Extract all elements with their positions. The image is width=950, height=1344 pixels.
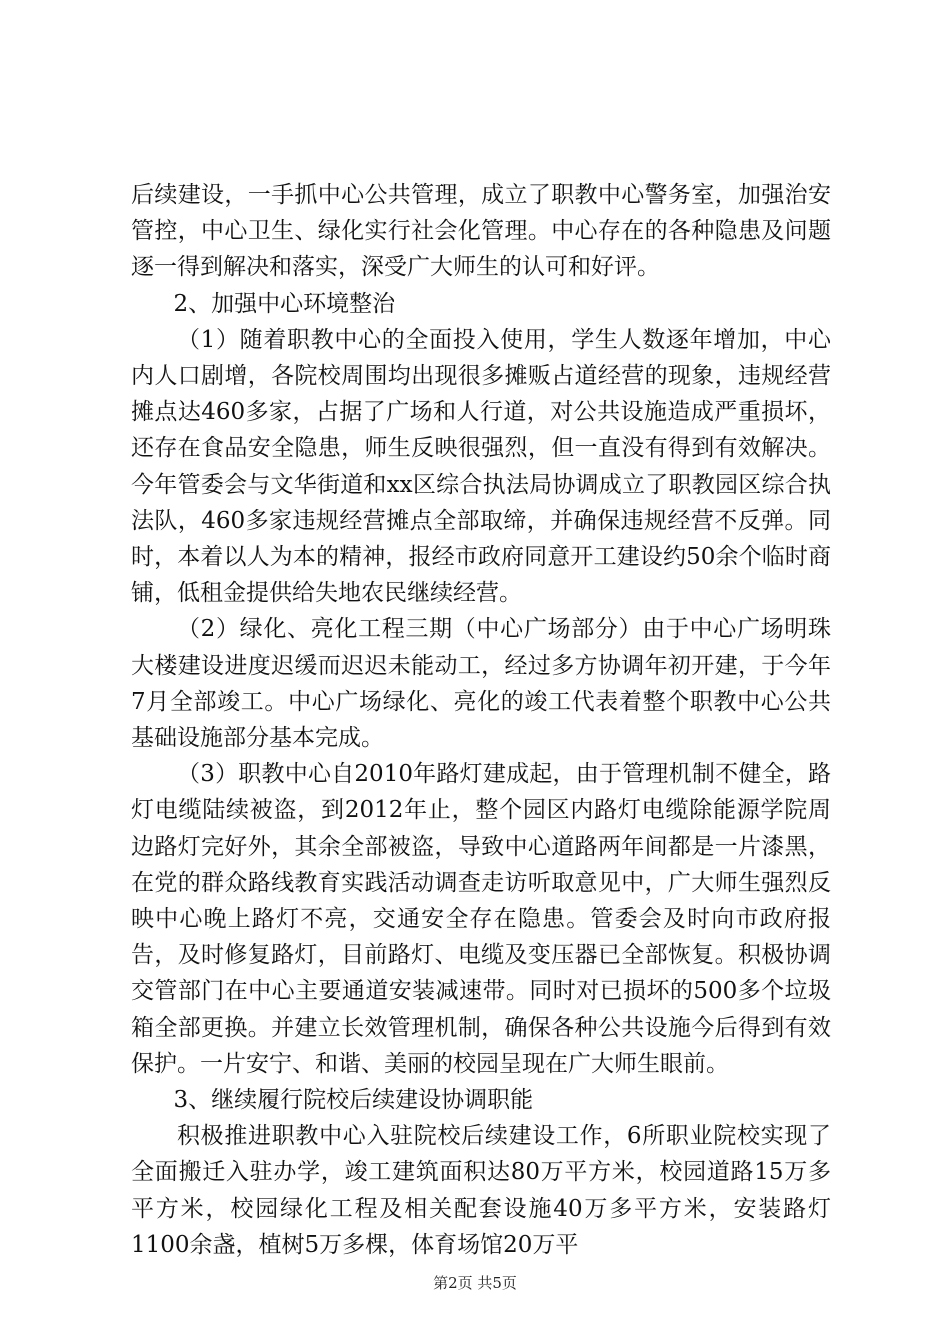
paragraph-item-3: （3）职教中心自2010年路灯建成起，由于管理机制不健全，路灯电缆陆续被盗，到2012年止，整个园区内路灯电缆除能源学院周边路灯完好外，其余全部被盗，导致中心道路两年间都是一片漆黑，在党的群众路线教育实践活动调查走访听取意见中，广大师生强烈反映中心晚上路灯不亮，交通安全存在隐患。管委会及时向市政府报告，及时修复路灯，目前路灯、电缆及变压器已全部恢复。积极协调交管部门在中心主要通道安装减速带。同时对已损坏的500多个垃圾箱全部更换。并建立长效管理机制，确保各种公共设施今后得到有效保护。一片安宁、和谐、美丽的校园呈现在广大师生眼前。 bbox=[131, 761, 831, 1077]
paragraph-continuation: 后续建设，一手抓中心公共管理，成立了职教中心警务室，加强治安管控，中心卫生、绿化实行社会化管理。中心存在的各种隐患及问题逐一得到解决和落实，深受广大师生的认可和好评。 bbox=[131, 182, 831, 281]
page-footer: 第2页 共5页 bbox=[433, 1274, 517, 1292]
document-body bbox=[131, 177, 831, 1263]
section-heading-3: 3、继续履行院校后续建设协调职能 bbox=[173, 1087, 534, 1114]
paragraph-item-2: （2）绿化、亮化工程三期（中心广场部分）由于中心广场明珠大楼建设进度迟缓而迟迟未能动工，经过多方协调年初开建，于今年7月全部竣工。中心广场绿化、亮化的竣工代表着整个职教中心公共基础设施部分基本完成。 bbox=[131, 616, 831, 752]
paragraph-section-3: 积极推进职教中心入驻院校后续建设工作，6所职业院校实现了全面搬迁入驻办学，竣工建筑面积达80万平方米，校园道路15万多平方米，校园绿化工程及相关配套设施40万多平方米，安装路灯1100余盏，植树5万多棵，体育场馆20万平 bbox=[131, 1123, 831, 1258]
section-heading-2: 2、加强中心环境整治 bbox=[173, 290, 396, 317]
paragraph-item-1: （1）随着职教中心的全面投入使用，学生人数逐年增加，中心内人口剧增，各院校周围均出现很多摊贩占道经营的现象，违规经营摊点达460多家，占据了广场和人行道，对公共设施造成严重损坏，还存在食品安全隐患，师生反映很强烈，但一直没有得到有效解决。今年管委会与文华街道和xx区综合执法局协调成立了职教园区综合执法队，460多家违规经营摊点全部取缔，并确保违规经营不反弹。同时，本着以人为本的精神，报经市政府同意开工建设约50余个临时商铺，低租金提供给失地农民继续经营。 bbox=[131, 326, 831, 607]
